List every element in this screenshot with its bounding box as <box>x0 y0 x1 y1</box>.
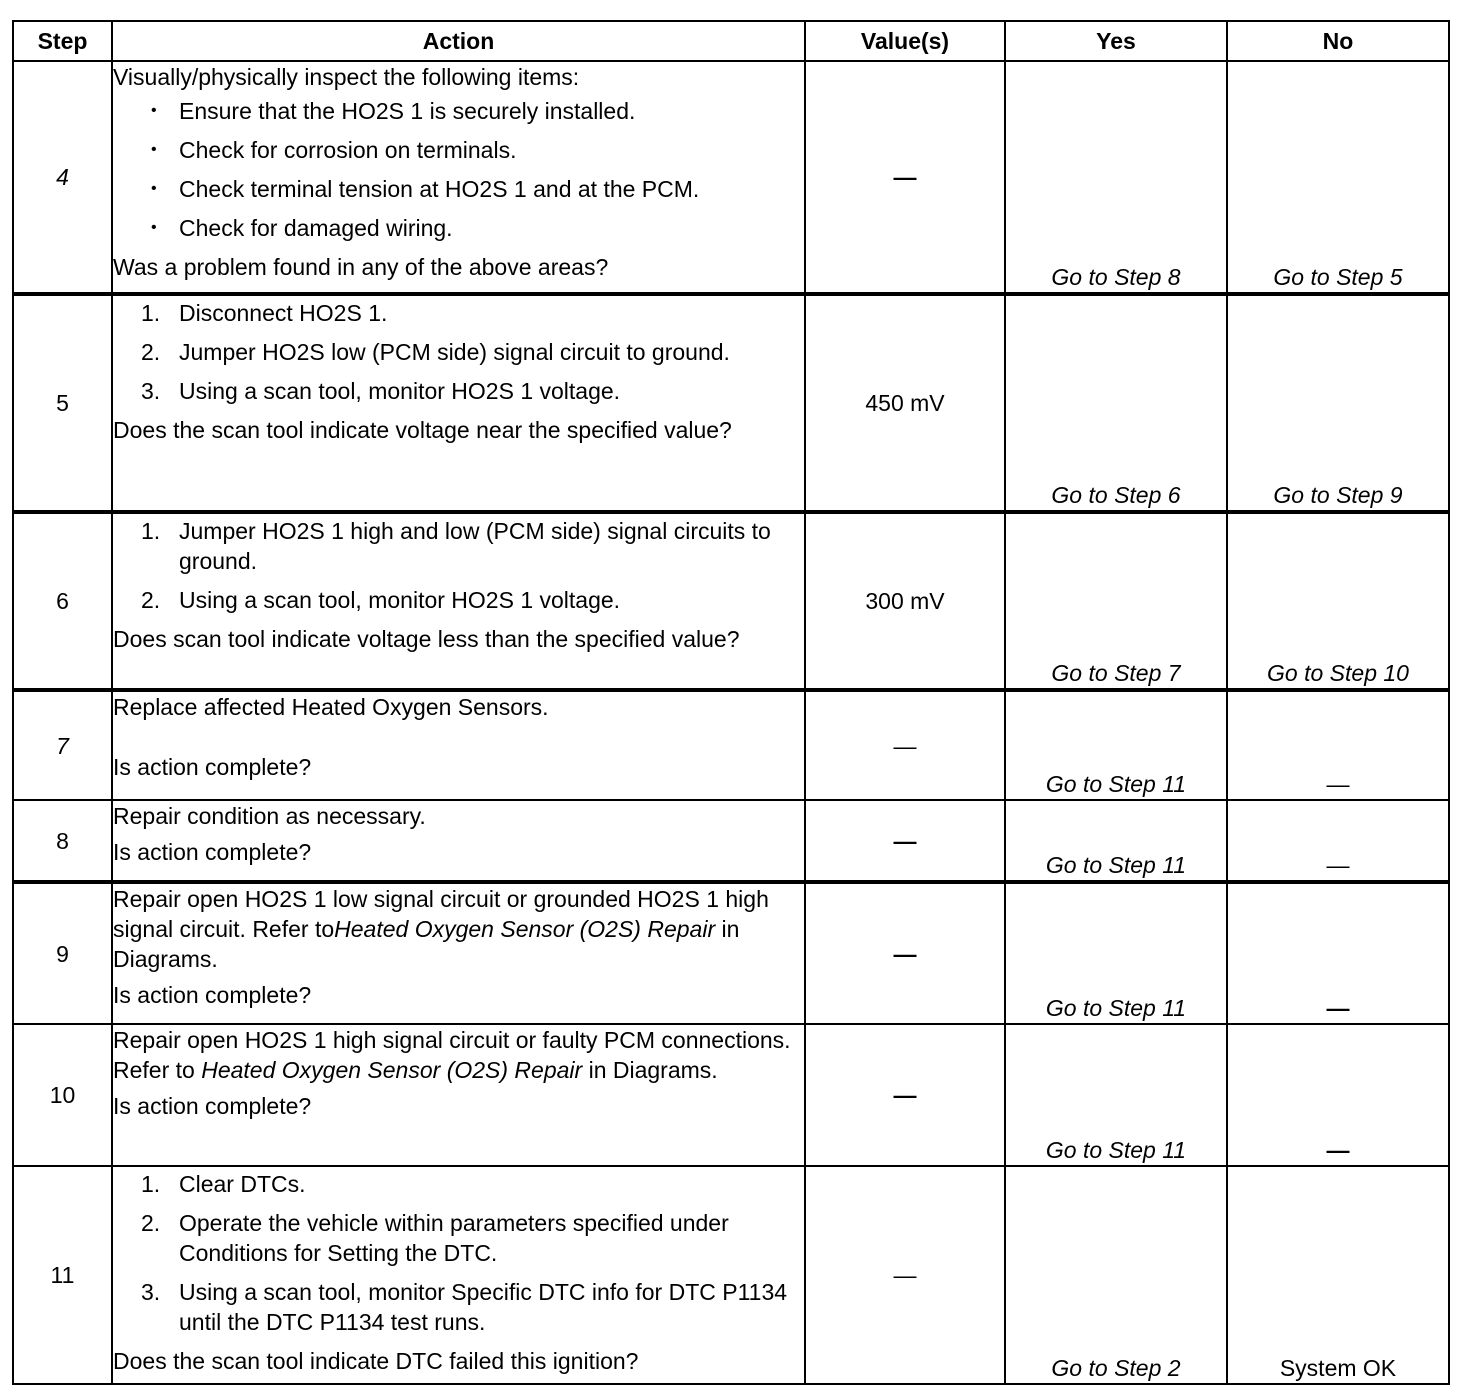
header-yes: Yes <box>1005 21 1227 61</box>
step-number: 7 <box>13 690 112 800</box>
action-cell <box>112 1166 805 1384</box>
action-question: Does the scan tool indicate DTC failed this ignition? <box>113 1348 639 1374</box>
diagnostic-table-container <box>12 20 1450 1385</box>
action-question: Is action complete? <box>113 1093 312 1119</box>
numbered-item: 1. Disconnect HO2S 1. <box>141 300 388 326</box>
action-question: Is action complete? <box>113 839 312 865</box>
yes-cell: Go to Step 7 <box>1005 512 1227 690</box>
header-no: No <box>1227 21 1449 61</box>
action-text: Repair open HO2S 1 low signal circuit or grounded HO2S 1 high signal circuit. Refer toHeated Oxygen Sensor (O2S) Repair in Diagrams. <box>113 886 769 972</box>
bullet-item: • Check for damaged wiring. <box>113 213 804 243</box>
numbered-item: 2. Operate the vehicle within parameters specified under Conditions for Setting the DTC. <box>141 1210 729 1266</box>
header-row <box>13 21 1449 61</box>
value-cell: — <box>805 1166 1005 1384</box>
no-cell: System OK <box>1227 1166 1449 1384</box>
numbered-list <box>113 516 804 615</box>
action-text: Repair open HO2S 1 high signal circuit or faulty PCM connections. Refer to Heated Oxygen Sensor (O2S) Repair in Diagrams. <box>113 1027 791 1083</box>
reference-link-text: Heated Oxygen Sensor (O2S) Repair <box>334 916 716 942</box>
yes-cell: Go to Step 8 <box>1005 61 1227 294</box>
step-number: 9 <box>13 882 112 1024</box>
yes-cell: Go to Step 11 <box>1005 1024 1227 1166</box>
yes-cell: Go to Step 11 <box>1005 882 1227 1024</box>
value-cell: — <box>805 1024 1005 1166</box>
numbered-item: 3. Using a scan tool, monitor HO2S 1 voltage. <box>141 378 621 404</box>
header-step: Step <box>13 21 112 61</box>
step-number: 4 <box>13 61 112 294</box>
table-row-step-9 <box>13 882 1449 1024</box>
step-number: 5 <box>13 294 112 512</box>
table-row-step-8 <box>13 800 1449 882</box>
action-text: Replace affected Heated Oxygen Sensors. <box>113 694 549 720</box>
value-cell: 450 mV <box>805 294 1005 512</box>
no-cell: Go to Step 5 <box>1227 61 1449 294</box>
bullet-item: • Check terminal tension at HO2S 1 and at the PCM. <box>113 174 804 204</box>
yes-cell: Go to Step 6 <box>1005 294 1227 512</box>
action-question: Does scan tool indicate voltage less than the specified value? <box>113 626 740 652</box>
action-cell <box>112 61 805 294</box>
action-question: Is action complete? <box>113 982 312 1008</box>
bullet-item: • Ensure that the HO2S 1 is securely installed. <box>113 96 804 126</box>
value-cell: — <box>805 690 1005 800</box>
no-cell: — <box>1227 800 1449 882</box>
step-number: 6 <box>13 512 112 690</box>
table-row-step-6 <box>13 512 1449 690</box>
numbered-item: 2. Jumper HO2S low (PCM side) signal circuit to ground. <box>141 339 730 365</box>
value-text: — <box>893 164 917 190</box>
action-cell <box>112 294 805 512</box>
header-values: Value(s) <box>805 21 1005 61</box>
action-cell <box>112 512 805 690</box>
step-number: 10 <box>13 1024 112 1166</box>
no-cell: — <box>1227 690 1449 800</box>
numbered-list <box>113 1169 804 1337</box>
action-cell <box>112 1024 805 1166</box>
action-intro: Visually/physically inspect the following items: <box>113 64 580 90</box>
action-text: Repair condition as necessary. <box>113 803 426 829</box>
value-cell: 300 mV <box>805 512 1005 690</box>
action-question: Was a problem found in any of the above areas? <box>113 254 609 280</box>
table-row-step-4 <box>13 61 1449 294</box>
step-number: 11 <box>13 1166 112 1384</box>
yes-cell: Go to Step 11 <box>1005 800 1227 882</box>
bullet-item: • Check for corrosion on terminals. <box>113 135 804 165</box>
table-row-step-7 <box>13 690 1449 800</box>
diagnostic-table <box>12 20 1450 1385</box>
value-cell <box>805 61 1005 294</box>
value-cell: — <box>805 800 1005 882</box>
yes-cell: Go to Step 11 <box>1005 690 1227 800</box>
action-cell <box>112 882 805 1024</box>
no-cell: Go to Step 9 <box>1227 294 1449 512</box>
table-row-step-5 <box>13 294 1449 512</box>
numbered-item: 2. Using a scan tool, monitor HO2S 1 voltage. <box>141 587 621 613</box>
numbered-item: 1. Jumper HO2S 1 high and low (PCM side) signal circuits to ground. <box>141 518 771 574</box>
action-cell <box>112 800 805 882</box>
header-action: Action <box>112 21 805 61</box>
bullet-list <box>113 96 804 243</box>
action-cell <box>112 690 805 800</box>
action-question: Does the scan tool indicate voltage near the specified value? <box>113 417 732 443</box>
numbered-list <box>113 298 804 406</box>
no-cell: Go to Step 10 <box>1227 512 1449 690</box>
no-cell: — <box>1227 1024 1449 1166</box>
yes-cell: Go to Step 2 <box>1005 1166 1227 1384</box>
table-row-step-11 <box>13 1166 1449 1384</box>
reference-link-text: Heated Oxygen Sensor (O2S) Repair <box>201 1057 583 1083</box>
no-cell: — <box>1227 882 1449 1024</box>
numbered-item: 1. Clear DTCs. <box>141 1171 306 1197</box>
step-number: 8 <box>13 800 112 882</box>
table-row-step-10 <box>13 1024 1449 1166</box>
value-cell: — <box>805 882 1005 1024</box>
numbered-item: 3. Using a scan tool, monitor Specific DTC info for DTC P1134 until the DTC P1134 test runs. <box>141 1279 788 1335</box>
action-question: Is action complete? <box>113 754 312 780</box>
